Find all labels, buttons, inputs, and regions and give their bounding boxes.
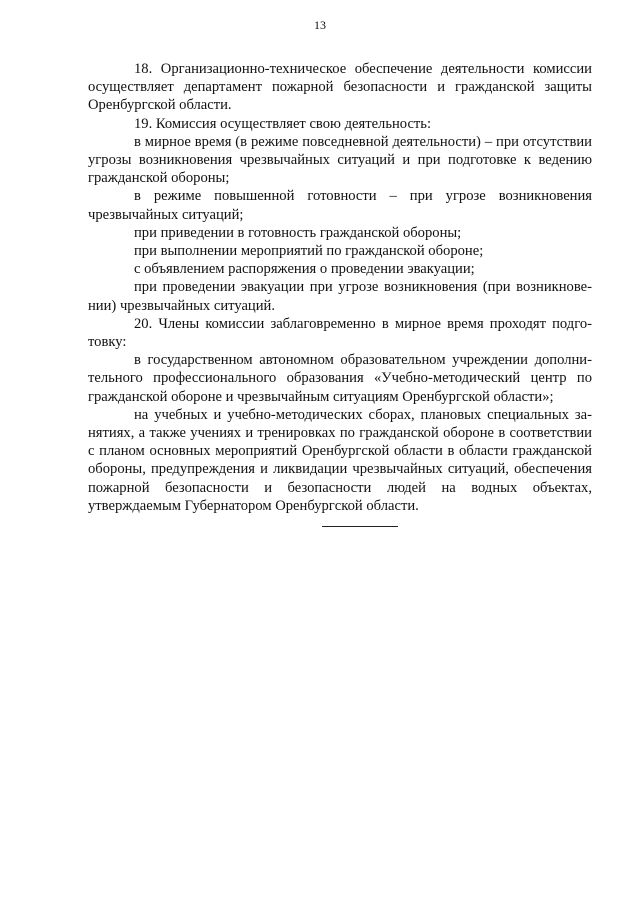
document-body xyxy=(88,60,592,515)
list-item-training-sessions: на учебных и учебно-методических сборах, плановых специальных занятиях, а также учениях и тренировках по гражданской обороне в соответствии с планом основных мероприятий Оренбургской области в области гражданской обороны, предупреждения и ликвидации чрезвычайных ситуаций, обеспечения пожарной безопасности и безопасности людей на водных объектах, утверждаемым Губернатором Оренбургской области. xyxy=(88,406,592,514)
page-number: 13 xyxy=(314,18,326,32)
paragraph-20: 20. Члены комиссии заблаговременно в мирное время проходят подготовку: xyxy=(88,315,592,351)
list-item-training-center: в государственном автономном образовательном учреждении дополнительного профессионального образования «Учебно-методический центр по гражданской обороне и чрезвычайным ситуациям Оренбургской области»; xyxy=(88,352,592,405)
list-item-civil-defense-readiness: при приведении в готовность гражданской обороны; xyxy=(134,224,462,241)
list-item-civil-defense-measures: при выполнении мероприятий по гражданской обороне; xyxy=(134,243,484,260)
paragraph-19: 19. Комиссия осуществляет свою деятельность: xyxy=(134,115,432,132)
list-item-evacuation: при проведении эвакуации при угрозе возникновения (при возникновении) чрезвычайных ситуаций. xyxy=(88,279,592,314)
paragraph-18: 18. Организационно-техническое обеспечение деятельности комиссии осуществляет департамент пожарной безопасности и гражданской защиты Оренбургской области. xyxy=(88,61,592,114)
end-separator-line xyxy=(322,526,398,527)
list-item-evacuation-order: с объявлением распоряжения о проведении эвакуации; xyxy=(134,261,475,278)
list-item-peacetime: в мирное время (в режиме повседневной деятельности) – при отсутствии угрозы возникновения чрезвычайных ситуаций и при подготовке к ведению гражданской обороны; xyxy=(88,133,592,187)
list-item-high-readiness: в режиме повышенной готовности – при угрозе возникновения чрезвычайных ситуаций; xyxy=(88,188,592,223)
